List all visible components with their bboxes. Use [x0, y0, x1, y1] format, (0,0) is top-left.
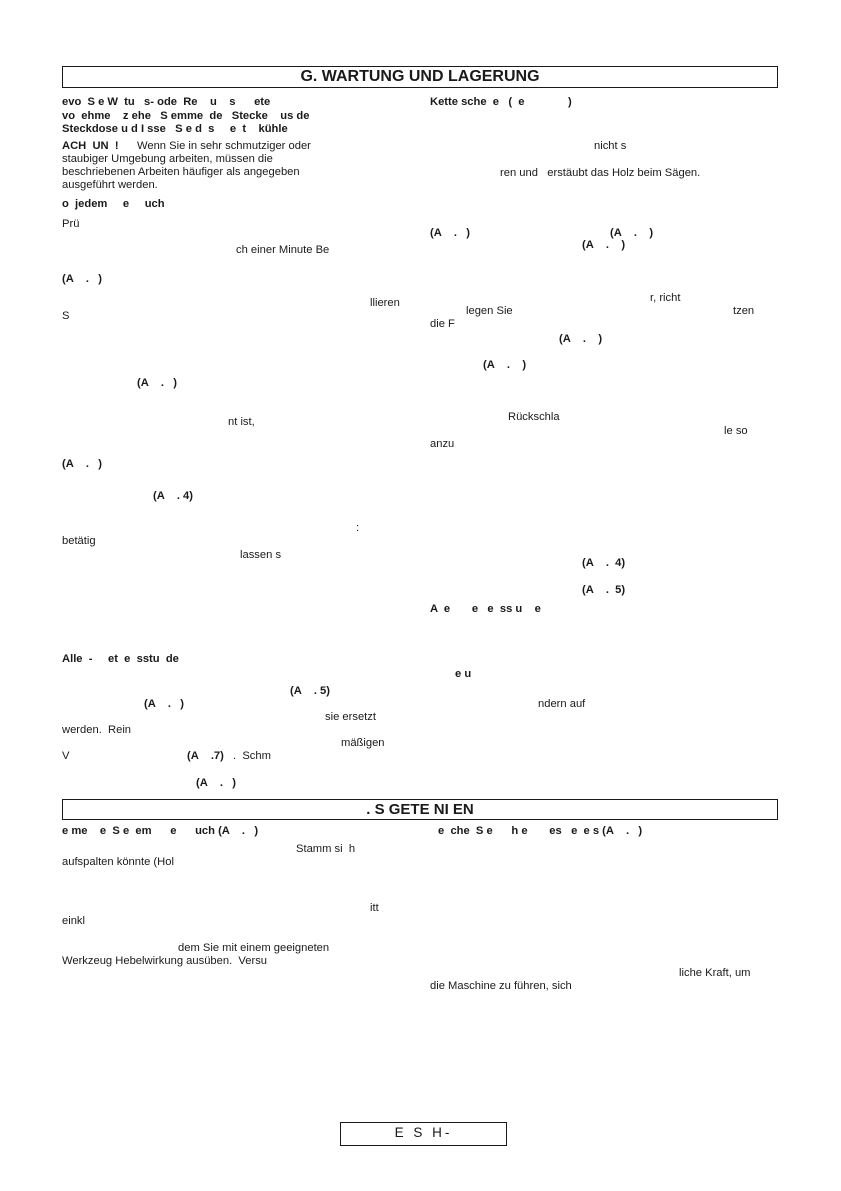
- right-text-line: tzen: [733, 305, 755, 317]
- left-text-line: evo S e W tu s- ode Re u s ete: [62, 96, 271, 108]
- left-text-line: sie ersetzt: [325, 711, 376, 723]
- figure-ref: (A . 4): [153, 490, 193, 502]
- figure-ref: (A . 5): [582, 584, 626, 596]
- left-text-line: beschriebenen Arbeiten häufiger als angegeben: [62, 166, 300, 178]
- section-g-heading: G. WARTUNG UND LAGERUNG: [62, 66, 778, 88]
- left-text-line: llieren: [370, 297, 400, 309]
- subheading: e u: [455, 668, 472, 680]
- left-text-line: ch einer Minute Be: [236, 244, 330, 256]
- right-text-line: legen Sie: [466, 305, 513, 317]
- right-text-line: r, richt: [650, 292, 681, 304]
- figure-ref: (A . ): [62, 458, 102, 470]
- subheading: e che S e h e es e e s (A . ): [438, 825, 643, 837]
- left-text-line: . Schm: [233, 750, 271, 762]
- right-text-line: liche Kraft, um: [679, 967, 751, 979]
- left-text-line: werden. Rein: [62, 724, 132, 736]
- left-text-line: vo ehme z ehe S emme de Stecke us de: [62, 110, 310, 122]
- right-text-line: ndern auf: [538, 698, 586, 710]
- warning-label: ACH UN !: [62, 140, 119, 152]
- subheading: e me e S e em e uch (A . ): [62, 825, 259, 837]
- left-text-line: :: [356, 522, 360, 534]
- figure-ref: (A . ): [144, 698, 184, 710]
- right-text-line: ren und erstäubt das Holz beim Sägen.: [500, 167, 701, 179]
- left-text-line: aufspalten könnte (Hol: [62, 856, 174, 868]
- figure-ref: (A . ): [430, 227, 470, 239]
- left-text-line: itt: [370, 902, 379, 914]
- right-text-line: anzu: [430, 438, 455, 450]
- left-text-line: mäßigen: [341, 737, 385, 749]
- left-text-line: Steckdose u d I sse S e d s e t kühle: [62, 123, 288, 135]
- figure-ref: (A . 5): [290, 685, 330, 697]
- subheading: Alle - et e sstu de: [62, 653, 179, 665]
- left-text-line: dem Sie mit einem geeigneten: [178, 942, 330, 954]
- left-text-line: einkl: [62, 915, 86, 927]
- left-text-line: nt ist,: [228, 416, 255, 428]
- left-text-line: lassen s: [240, 549, 282, 561]
- subheading: o jedem e uch: [62, 198, 165, 210]
- right-text-line: le so: [724, 425, 748, 437]
- figure-ref: (A . ): [483, 359, 527, 371]
- section-h-heading: . S GETE NI EN: [62, 799, 778, 820]
- left-text-line: S: [62, 310, 70, 322]
- subheading: Kette sche e ( e ): [430, 96, 572, 108]
- figure-ref: (A . ): [582, 239, 626, 251]
- figure-ref: (A . ): [137, 377, 177, 389]
- right-text-line: die Maschine zu führen, sich: [430, 980, 572, 992]
- left-text-line: V: [62, 750, 70, 762]
- figure-ref: (A .7): [187, 750, 224, 762]
- figure-ref: (A . ): [610, 227, 654, 239]
- left-text-line: ausgeführt werden.: [62, 179, 158, 191]
- figure-ref: (A . ): [62, 273, 102, 285]
- subheading: A e e e ss u e: [430, 603, 541, 615]
- left-text-line: Prü: [62, 218, 80, 230]
- figure-ref: (A . ): [196, 777, 236, 789]
- left-text-line: betätig: [62, 535, 96, 547]
- left-text-line: Werkzeug Hebelwirkung ausüben. Versu: [62, 955, 268, 967]
- left-text-line: staubiger Umgebung arbeiten, müssen die: [62, 153, 273, 165]
- left-text-line: Stamm si h: [296, 843, 356, 855]
- right-text-line: nicht s: [594, 140, 627, 152]
- figure-ref: (A . 4): [582, 557, 626, 569]
- right-text-line: die F: [430, 318, 455, 330]
- left-text-line: Wenn Sie in sehr schmutziger oder: [137, 140, 311, 152]
- page-footer-label: E S H-: [340, 1122, 507, 1146]
- figure-ref: (A . ): [559, 333, 603, 345]
- right-text-line: Rückschla: [508, 411, 560, 423]
